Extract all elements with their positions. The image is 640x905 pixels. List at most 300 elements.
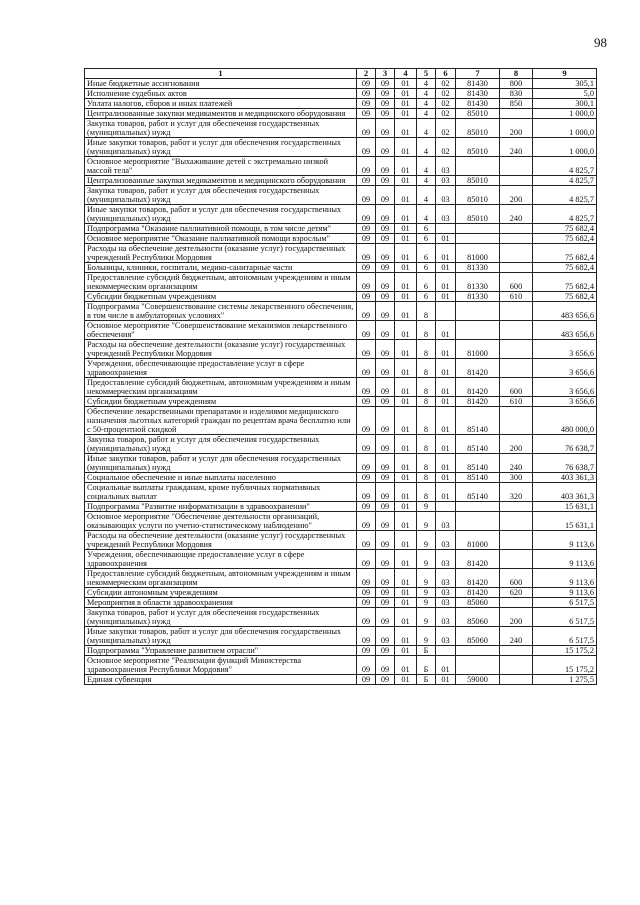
code-cell: 09 [376,157,395,176]
code-cell: 09 [357,359,376,378]
code-cell: 01 [395,321,417,340]
code-cell: 850 [500,99,533,109]
expense-name-cell: Основное мероприятие "Выхаживание детей с экстремально низкой массой тела" [85,157,357,176]
code-cell: 320 [500,483,533,502]
table-row [85,292,597,302]
code-cell [436,302,456,321]
code-cell: 200 [500,435,533,454]
expense-name-cell: Основное мероприятие "Оказание паллиативной помощи взрослым" [85,234,357,244]
amount-cell: 75 682,4 [533,244,597,263]
code-cell: 09 [357,483,376,502]
code-cell [456,224,500,234]
table-row [85,176,597,186]
code-cell: 09 [357,531,376,550]
expense-name-cell: Подпрограмма "Оказание паллиативной помощи, в том числе детям" [85,224,357,234]
code-cell: 09 [357,646,376,656]
code-cell: 09 [357,99,376,109]
table-row [85,244,597,263]
code-cell: 81420 [456,397,500,407]
code-cell: 09 [357,109,376,119]
code-cell: 81000 [456,531,500,550]
code-cell: 01 [395,588,417,598]
expense-name-cell: Иные закупки товаров, работ и услуг для обеспечения государственных (муниципальных) нужд [85,627,357,646]
code-cell: 09 [357,321,376,340]
code-cell: 81420 [456,569,500,588]
code-cell: 4 [417,89,436,99]
code-cell [500,109,533,119]
amount-cell: 4 825,7 [533,157,597,176]
amount-cell: 15 631,1 [533,502,597,512]
amount-cell: 4 825,7 [533,176,597,186]
code-cell: 01 [395,608,417,627]
code-cell: 09 [376,138,395,157]
expense-name-cell: Иные закупки товаров, работ и услуг для обеспечения государственных (муниципальных) нужд [85,138,357,157]
expense-name-cell: Единая субвенция [85,675,357,685]
amount-cell: 480 000,0 [533,407,597,435]
code-cell [456,157,500,176]
code-cell: 200 [500,608,533,627]
code-cell [500,598,533,608]
code-cell: 85010 [456,109,500,119]
table-row [85,79,597,89]
code-cell: 9 [417,502,436,512]
code-cell: 09 [376,79,395,89]
code-cell: 85140 [456,483,500,502]
code-cell: 09 [357,205,376,224]
column-header: 9 [533,69,597,79]
table-row [85,588,597,598]
code-cell: 8 [417,483,436,502]
code-cell: 09 [357,89,376,99]
code-cell: 03 [436,608,456,627]
code-cell: 09 [357,569,376,588]
table-row [85,569,597,588]
amount-cell: 75 682,4 [533,292,597,302]
expense-name-cell: Основное мероприятие "Обеспечение деятельности организаций, оказывающих услуги по учетно-статистическому наблюдению" [85,512,357,531]
code-cell: 81430 [456,79,500,89]
expense-name-cell: Исполнение судебных актов [85,89,357,99]
column-header: 1 [85,69,357,79]
code-cell: 8 [417,321,436,340]
code-cell: 09 [376,397,395,407]
code-cell: 01 [436,378,456,397]
code-cell [500,359,533,378]
code-cell: 01 [436,675,456,685]
table-row [85,263,597,273]
page-number: 98 [594,35,607,50]
code-cell: 9 [417,569,436,588]
code-cell: 09 [357,302,376,321]
code-cell: 09 [376,627,395,646]
code-cell: 610 [500,292,533,302]
table-row [85,407,597,435]
code-cell: 02 [436,138,456,157]
code-cell: 09 [376,205,395,224]
amount-cell: 6 517,5 [533,608,597,627]
code-cell [500,263,533,273]
code-cell: 01 [436,340,456,359]
column-header: 4 [395,69,417,79]
code-cell: 09 [357,273,376,292]
code-cell: 09 [376,244,395,263]
code-cell: 01 [395,397,417,407]
code-cell: 01 [395,205,417,224]
code-cell: 09 [376,550,395,569]
amount-cell: 305,1 [533,79,597,89]
code-cell [456,302,500,321]
code-cell: 09 [357,407,376,435]
code-cell [500,646,533,656]
table-row [85,483,597,502]
code-cell: 6 [417,263,436,273]
expense-name-cell: Предоставление субсидий бюджетным, автономным учреждениям и иным некоммерческим организациям [85,273,357,292]
amount-cell: 3 656,6 [533,378,597,397]
table-row [85,273,597,292]
code-cell: 81430 [456,99,500,109]
code-cell: 01 [395,79,417,89]
code-cell [456,502,500,512]
code-cell: 240 [500,454,533,473]
table-row [85,138,597,157]
expense-name-cell: Субсидии автономным учреждениям [85,588,357,598]
expense-name-cell: Централизованные закупки медикаментов и медицинского оборудования [85,109,357,119]
code-cell [456,646,500,656]
table-row [85,359,597,378]
table-row [85,627,597,646]
code-cell: 09 [376,407,395,435]
table-row [85,502,597,512]
code-cell: 09 [376,263,395,273]
code-cell: 200 [500,119,533,138]
code-cell: 8 [417,454,436,473]
code-cell: 09 [357,627,376,646]
code-cell: 85060 [456,627,500,646]
code-cell: 09 [376,502,395,512]
code-cell: 02 [436,89,456,99]
table-row [85,157,597,176]
code-cell: 830 [500,89,533,99]
code-cell: 620 [500,588,533,598]
code-cell: 09 [376,588,395,598]
table-row [85,598,597,608]
code-cell: 4 [417,138,436,157]
code-cell: 85010 [456,205,500,224]
code-cell: 01 [395,340,417,359]
code-cell: 09 [376,656,395,675]
expense-name-cell: Подпрограмма "Управление развитием отрасли" [85,646,357,656]
code-cell [500,244,533,263]
code-cell: 85010 [456,138,500,157]
code-cell: 01 [395,138,417,157]
code-cell: 09 [376,176,395,186]
table-row [85,302,597,321]
expense-name-cell: Больницы, клиники, госпитали, медико-санитарные части [85,263,357,273]
code-cell: 6 [417,292,436,302]
code-cell: 01 [436,397,456,407]
code-cell: 09 [376,675,395,685]
code-cell: 01 [395,531,417,550]
code-cell: 01 [395,99,417,109]
code-cell: 85140 [456,473,500,483]
code-cell: 09 [357,512,376,531]
column-header: 2 [357,69,376,79]
code-cell: 01 [395,483,417,502]
code-cell: 240 [500,627,533,646]
code-cell [500,234,533,244]
code-cell: 01 [436,473,456,483]
code-cell: 01 [436,292,456,302]
expense-name-cell: Учреждения, обеспечивающие предоставление услуг в сфере здравоохранения [85,359,357,378]
code-cell [456,512,500,531]
amount-cell: 1 000,0 [533,119,597,138]
amount-cell: 9 113,6 [533,588,597,598]
expense-name-cell: Иные закупки товаров, работ и услуг для обеспечения государственных (муниципальных) нужд [85,205,357,224]
code-cell: 4 [417,205,436,224]
code-cell: 4 [417,109,436,119]
code-cell [500,176,533,186]
code-cell [456,234,500,244]
code-cell: 4 [417,176,436,186]
amount-cell: 75 682,4 [533,263,597,273]
code-cell: 81000 [456,244,500,263]
expense-name-cell: Подпрограмма "Развитие информатизации в здравоохранении" [85,502,357,512]
code-cell [500,675,533,685]
code-cell: 6 [417,224,436,234]
budget-table [84,68,597,685]
amount-cell: 403 361,3 [533,483,597,502]
code-cell: 01 [395,435,417,454]
table-row [85,378,597,397]
code-cell: 01 [395,473,417,483]
code-cell: 8 [417,340,436,359]
amount-cell: 6 517,5 [533,627,597,646]
code-cell: 85140 [456,454,500,473]
code-cell [500,321,533,340]
expense-name-cell: Уплата налогов, сборов и иных платежей [85,99,357,109]
code-cell: 09 [357,656,376,675]
code-cell: 01 [436,435,456,454]
expense-name-cell: Закупка товаров, работ и услуг для обеспечения государственных (муниципальных) нужд [85,608,357,627]
table-row [85,646,597,656]
code-cell: 09 [357,244,376,263]
expense-name-cell: Обеспечение лекарственными препаратами и изделиями медицинского назначения льготных категорий граждан по рецептам врача бесплатно или с 50-процентной скидкой [85,407,357,435]
code-cell: 09 [357,675,376,685]
code-cell: 01 [436,273,456,292]
code-cell: Б [417,675,436,685]
code-cell: 01 [395,569,417,588]
code-cell: 09 [357,157,376,176]
amount-cell: 4 825,7 [533,186,597,205]
code-cell: 09 [376,302,395,321]
code-cell: 600 [500,378,533,397]
expense-name-cell: Закупка товаров, работ и услуг для обеспечения государственных (муниципальных) нужд [85,119,357,138]
amount-cell: 75 682,4 [533,273,597,292]
code-cell: 9 [417,550,436,569]
code-cell: 81420 [456,588,500,598]
code-cell: 8 [417,359,436,378]
code-cell: 09 [376,473,395,483]
amount-cell: 9 113,6 [533,550,597,569]
code-cell: 09 [357,588,376,598]
code-cell: 01 [395,646,417,656]
code-cell: 610 [500,397,533,407]
code-cell: 01 [395,512,417,531]
code-cell: 01 [395,292,417,302]
code-cell: 01 [395,627,417,646]
amount-cell: 76 638,7 [533,435,597,454]
code-cell: 01 [436,656,456,675]
code-cell: 4 [417,186,436,205]
amount-cell: 15 631,1 [533,512,597,531]
amount-cell: 6 517,5 [533,598,597,608]
code-cell: 03 [436,588,456,598]
code-cell [456,656,500,675]
expense-name-cell: Мероприятия в области здравоохранения [85,598,357,608]
amount-cell: 3 656,6 [533,340,597,359]
code-cell: 09 [357,234,376,244]
column-header: 6 [436,69,456,79]
code-cell: 09 [357,224,376,234]
expense-name-cell: Расходы на обеспечение деятельности (оказание услуг) государственных учреждений Республики Мордовия [85,340,357,359]
code-cell: 09 [376,646,395,656]
code-cell: 81420 [456,378,500,397]
code-cell: 81330 [456,273,500,292]
code-cell: 09 [357,473,376,483]
code-cell: 240 [500,138,533,157]
code-cell: 03 [436,186,456,205]
code-cell: 8 [417,407,436,435]
code-cell [500,550,533,569]
expense-name-cell: Иные закупки товаров, работ и услуг для обеспечения государственных (муниципальных) нужд [85,454,357,473]
code-cell: Б [417,656,436,675]
amount-cell: 1 000,0 [533,109,597,119]
expense-name-cell: Расходы на обеспечение деятельности (оказание услуг) государственных учреждений Республики Мордовия [85,531,357,550]
code-cell: 600 [500,569,533,588]
expense-name-cell: Основное мероприятие "Совершенствование механизмов лекарственного обеспечения" [85,321,357,340]
code-cell: 09 [376,454,395,473]
table-row [85,109,597,119]
code-cell: 9 [417,608,436,627]
amount-cell: 4 825,7 [533,205,597,224]
code-cell: 01 [395,89,417,99]
expense-name-cell: Учреждения, обеспечивающие предоставление услуг в сфере здравоохранения [85,550,357,569]
code-cell: 8 [417,473,436,483]
table-row [85,435,597,454]
code-cell: 09 [357,119,376,138]
amount-cell: 3 656,6 [533,359,597,378]
code-cell: 09 [376,292,395,302]
code-cell: 03 [436,550,456,569]
code-cell: 09 [376,119,395,138]
code-cell [436,224,456,234]
code-cell: 85010 [456,119,500,138]
code-cell: 01 [436,234,456,244]
amount-cell: 483 656,6 [533,302,597,321]
code-cell: 09 [357,340,376,359]
code-cell: 03 [436,512,456,531]
code-cell: 9 [417,512,436,531]
code-cell: 09 [357,79,376,89]
code-cell [500,531,533,550]
code-cell: 8 [417,435,436,454]
code-cell: 02 [436,79,456,89]
code-cell: 09 [376,435,395,454]
code-cell: 09 [376,512,395,531]
code-cell: 01 [436,454,456,473]
code-cell: 9 [417,598,436,608]
table-row [85,656,597,675]
code-cell: 01 [395,234,417,244]
code-cell: 09 [357,608,376,627]
code-cell [500,302,533,321]
code-cell: 59000 [456,675,500,685]
table-row [85,321,597,340]
amount-cell: 9 113,6 [533,531,597,550]
code-cell: 4 [417,79,436,89]
code-cell: 03 [436,176,456,186]
table-row [85,186,597,205]
code-cell [500,340,533,359]
code-cell: 9 [417,531,436,550]
expense-name-cell: Социальные выплаты гражданам, кроме публичных нормативных социальных выплат [85,483,357,502]
code-cell [500,502,533,512]
code-cell: 01 [395,273,417,292]
column-header: 7 [456,69,500,79]
code-cell: 85140 [456,407,500,435]
code-cell: 85010 [456,186,500,205]
table-row [85,675,597,685]
expense-name-cell: Предоставление субсидий бюджетным, автономным учреждениям и иным некоммерческим организациям [85,569,357,588]
code-cell: 01 [395,263,417,273]
code-cell: 09 [376,89,395,99]
amount-cell: 15 175,2 [533,646,597,656]
code-cell: 09 [357,435,376,454]
table-row [85,397,597,407]
code-cell: 03 [436,531,456,550]
expense-name-cell: Основное мероприятие "Реализация функций Министерства здравоохранения Республики Мордовия" [85,656,357,675]
code-cell: 09 [376,608,395,627]
code-cell: 09 [376,531,395,550]
code-cell: 03 [436,205,456,224]
code-cell: Б [417,646,436,656]
code-cell: 03 [436,598,456,608]
amount-cell: 300,1 [533,99,597,109]
amount-cell: 1 000,0 [533,138,597,157]
table-row [85,512,597,531]
code-cell: 09 [376,340,395,359]
code-cell: 09 [376,483,395,502]
code-cell: 4 [417,157,436,176]
amount-cell: 75 682,4 [533,234,597,244]
code-cell: 01 [395,656,417,675]
expense-name-cell: Субсидии бюджетным учреждениям [85,292,357,302]
table-row [85,473,597,483]
code-cell: 09 [357,454,376,473]
code-cell: 6 [417,234,436,244]
code-cell: 01 [395,157,417,176]
amount-cell: 483 656,6 [533,321,597,340]
code-cell: 240 [500,205,533,224]
code-cell: 8 [417,378,436,397]
expense-name-cell: Закупка товаров, работ и услуг для обеспечения государственных (муниципальных) нужд [85,435,357,454]
code-cell: 81000 [456,340,500,359]
code-cell: 01 [395,359,417,378]
code-cell: 300 [500,473,533,483]
code-cell: 09 [376,321,395,340]
expense-name-cell: Социальное обеспечение и иные выплаты населению [85,473,357,483]
amount-cell: 3 656,6 [533,397,597,407]
table-row [85,608,597,627]
